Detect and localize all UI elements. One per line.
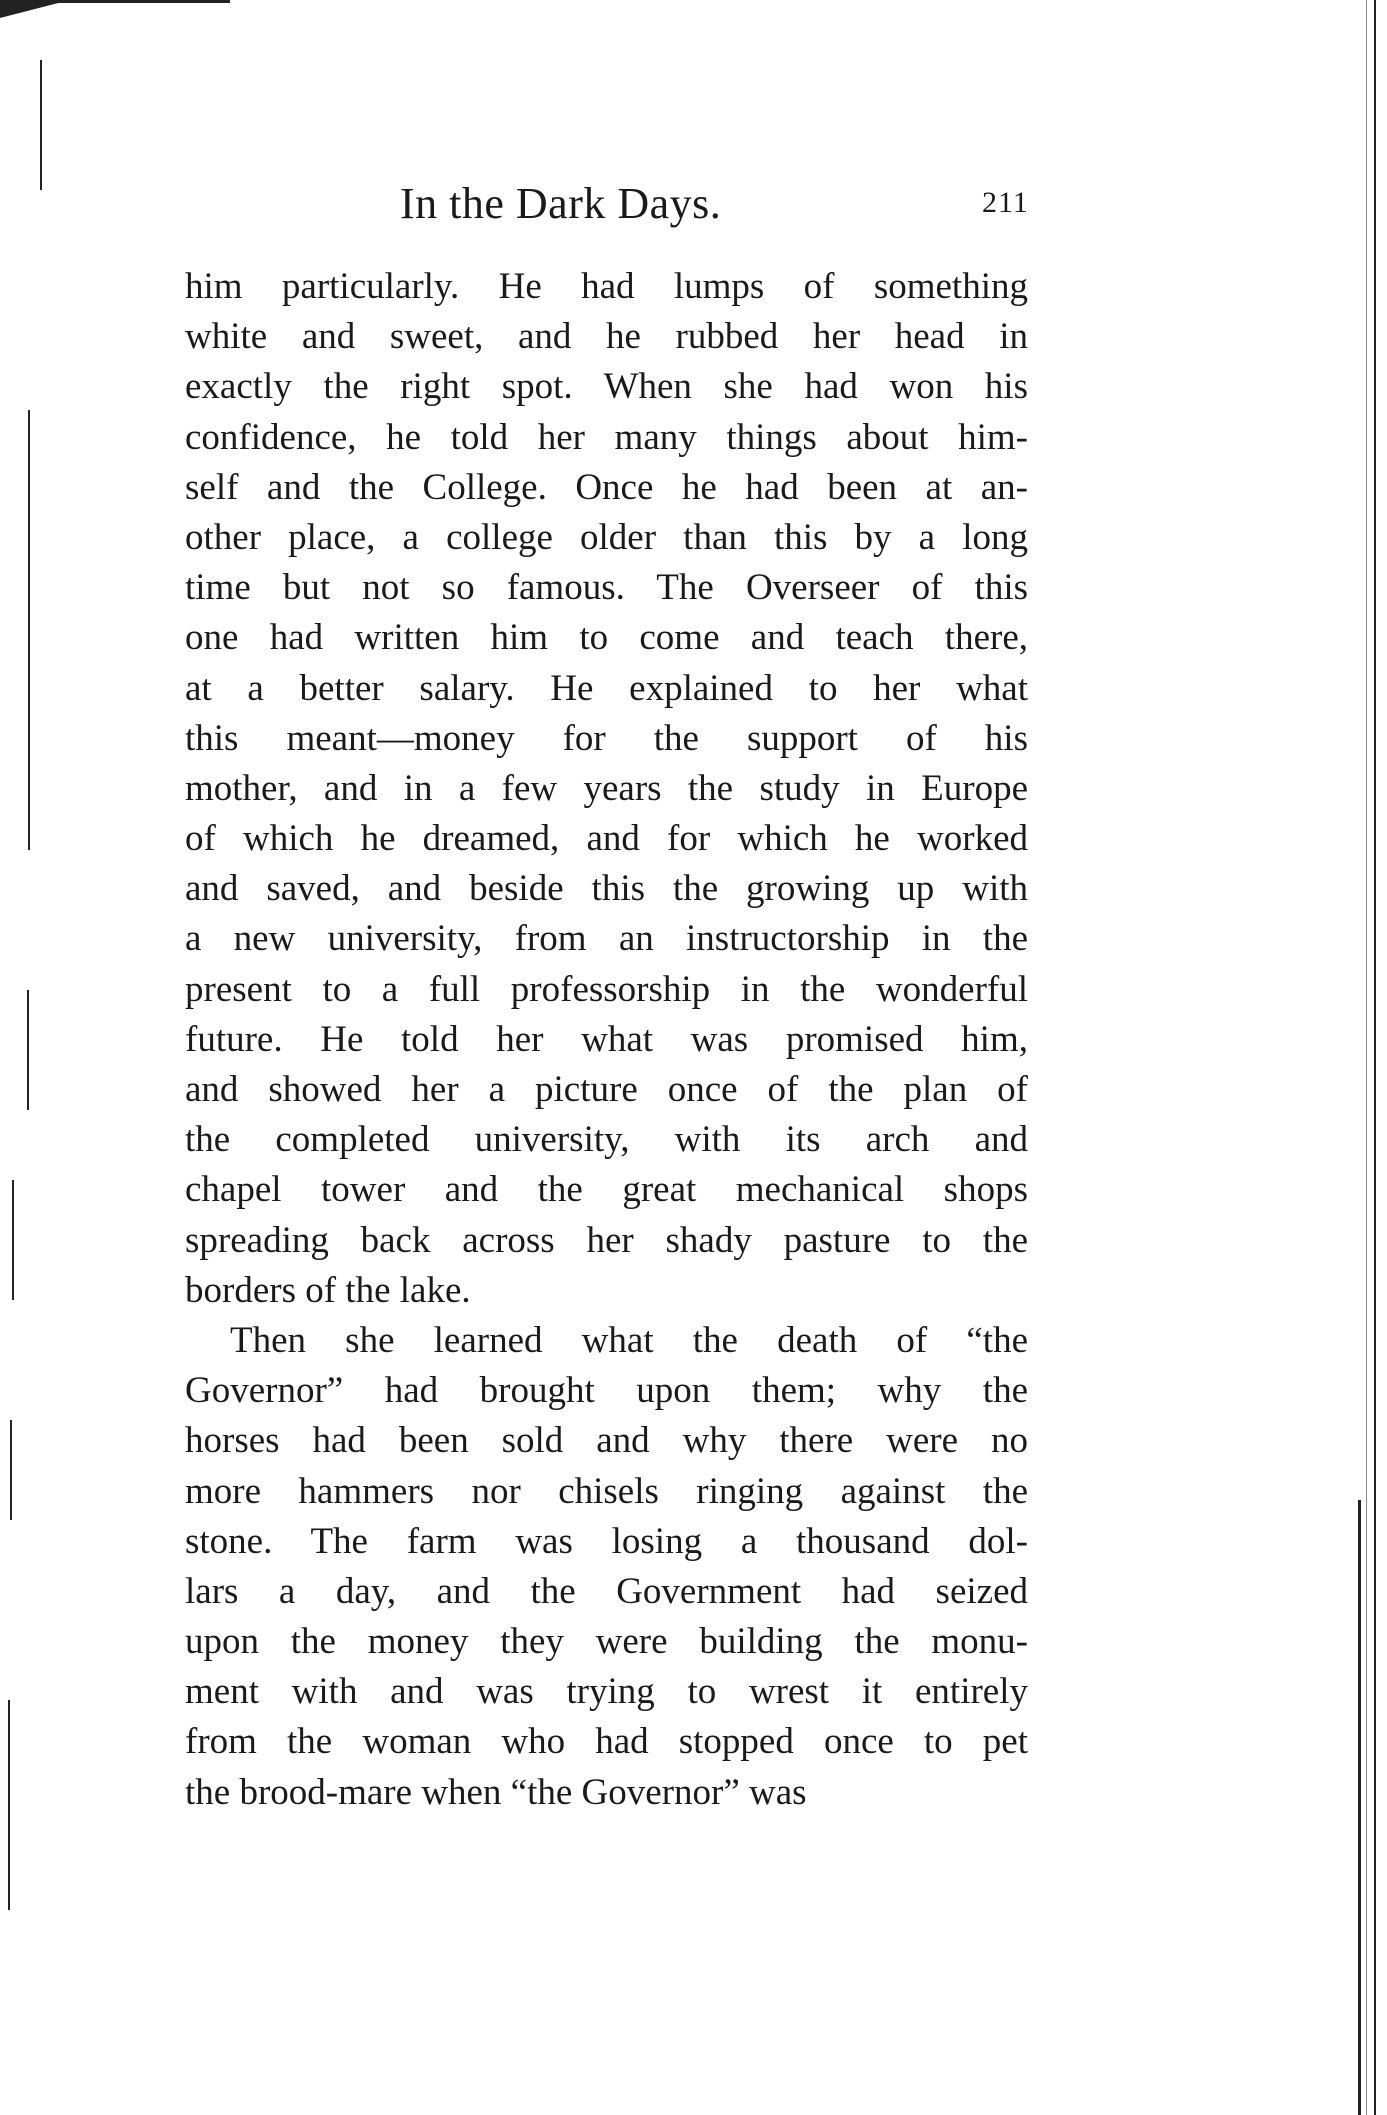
scan-left-edge — [12, 1180, 14, 1300]
page-body — [185, 262, 1028, 1818]
scan-left-edge — [8, 1700, 10, 1910]
scan-right-edge — [1358, 1500, 1361, 2115]
text-line: this meant—money for the support of his — [185, 717, 1028, 759]
page-number: 211 — [982, 186, 1029, 219]
text-line: self and the College. Once he had been at an- — [185, 466, 1028, 508]
text-line: a new university, from an instructorship in the — [185, 918, 1028, 960]
text-line: horses had been sold and why there were no — [185, 1420, 1028, 1462]
text-line: the completed university, with its arch and — [185, 1119, 1028, 1161]
text-line: white and sweet, and he rubbed her head in — [185, 316, 1028, 358]
text-line: and showed her a picture once of the plan of — [185, 1069, 1028, 1110]
scan-right-edge — [1366, 0, 1367, 2115]
text-line: upon the money they were building the monu- — [185, 1621, 1028, 1663]
scan-left-edge — [28, 410, 30, 850]
text-line: mother, and in a few years the study in Europe — [185, 767, 1028, 809]
text-line: ment with and was trying to wrest it entirely — [185, 1671, 1028, 1713]
text-line: the brood-mare when “the Governor” was — [185, 1771, 807, 1813]
text-line: confidence, he told her many things about him- — [185, 416, 1028, 458]
scan-left-edge — [27, 990, 29, 1110]
text-line: spreading back across her shady pasture to the — [185, 1219, 1028, 1261]
paragraph — [185, 262, 1028, 1316]
scan-right-edge — [1374, 0, 1376, 2115]
text-line: and saved, and beside this the growing up with — [185, 868, 1028, 910]
text-line: him particularly. He had lumps of something — [185, 266, 1028, 307]
scan-left-edge — [10, 1420, 12, 1520]
text-line: Then she learned what the death of “the — [230, 1319, 1028, 1361]
text-line: one had written him to come and teach there, — [185, 617, 1028, 659]
text-line: chapel tower and the great mechanical shops — [185, 1169, 1028, 1211]
scan-corner-mark — [0, 0, 70, 18]
scan-left-edge — [40, 60, 42, 190]
text-line: more hammers nor chisels ringing against the — [185, 1470, 1028, 1512]
text-line: at a better salary. He explained to her what — [185, 667, 1028, 709]
text-line: Governor” had brought upon them; why the — [185, 1370, 1028, 1412]
text-line: stone. The farm was losing a thousand dol- — [185, 1520, 1028, 1562]
text-line: of which he dreamed, and for which he worked — [185, 818, 1028, 860]
running-title: In the Dark Days. — [400, 179, 722, 228]
text-line: future. He told her what was promised him, — [185, 1018, 1028, 1060]
paragraph — [185, 1316, 1028, 1818]
text-line: other place, a college older than this by a long — [185, 516, 1028, 558]
text-line: lars a day, and the Government had seized — [185, 1570, 1028, 1612]
text-line: exactly the right spot. When she had won his — [185, 366, 1028, 408]
text-line: borders of the lake. — [185, 1269, 471, 1311]
text-line: from the woman who had stopped once to pet — [185, 1721, 1028, 1763]
text-line: present to a full professorship in the wonderful — [185, 968, 1028, 1010]
text-line: time but not so famous. The Overseer of this — [185, 567, 1028, 609]
